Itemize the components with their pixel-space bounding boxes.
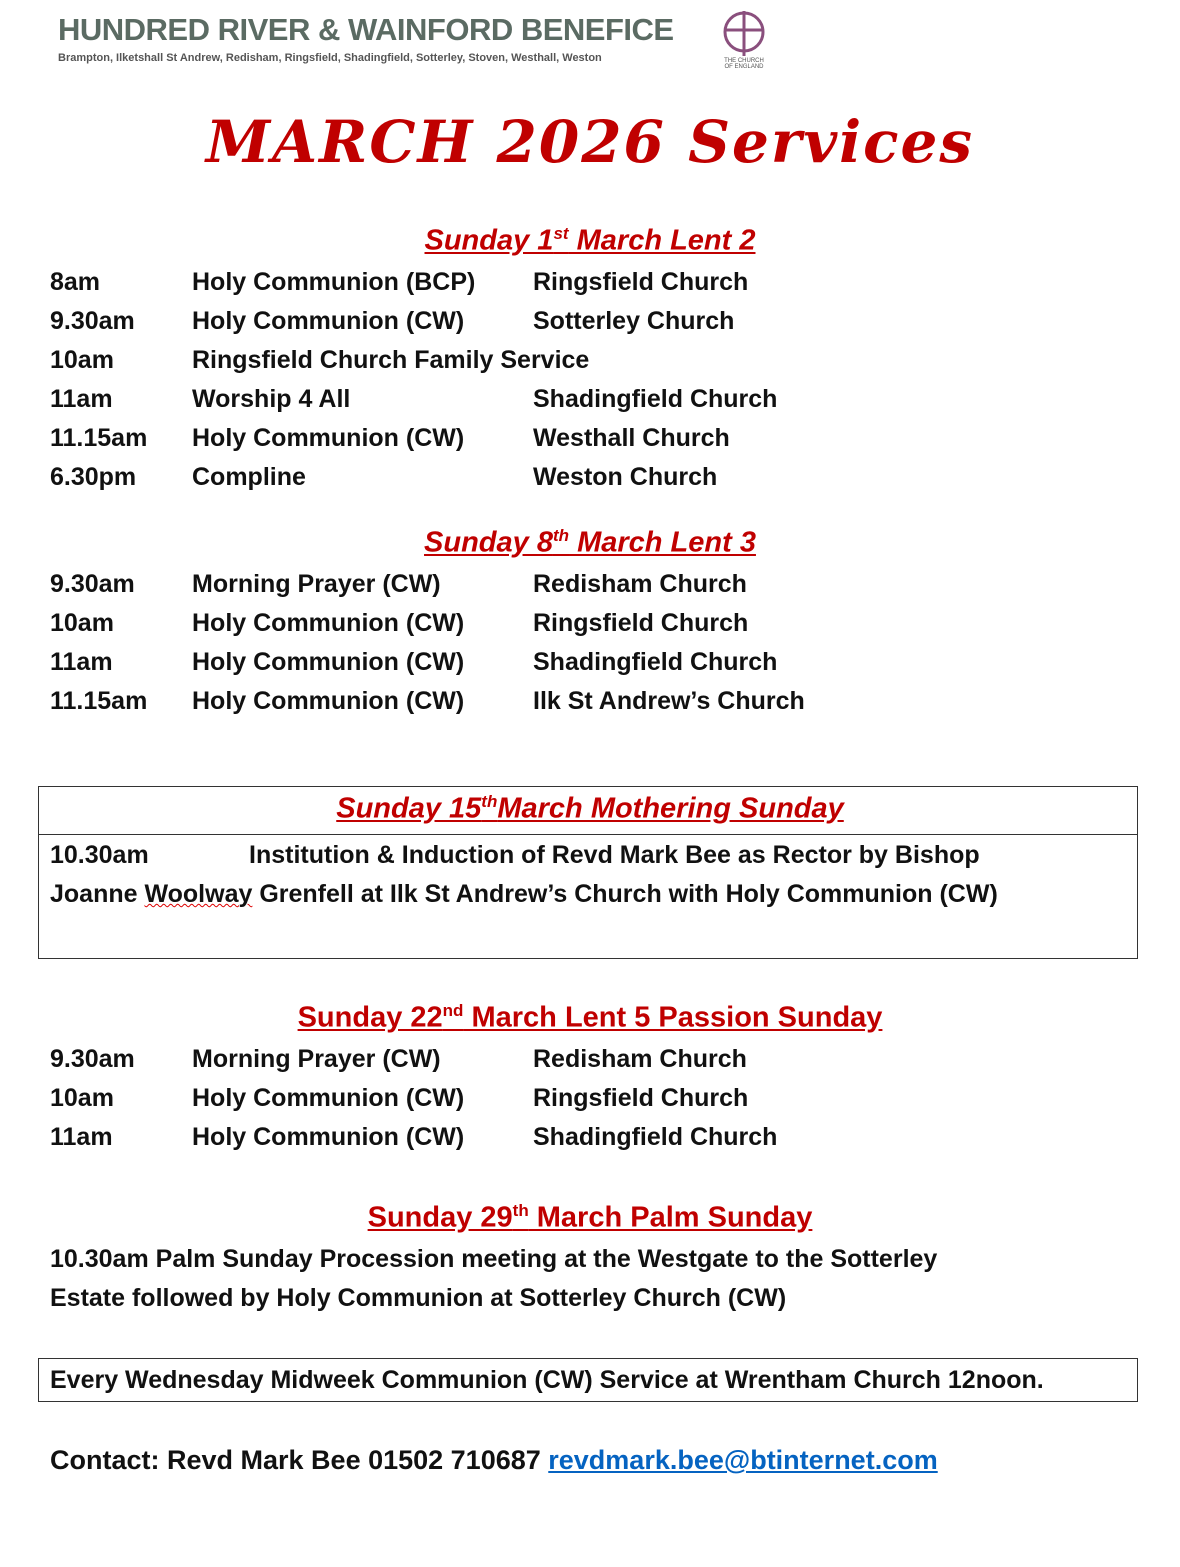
service-name: Holy Communion (BCP) (192, 268, 476, 296)
service-location: Westhall Church (533, 424, 730, 452)
service-time: 10.30am (50, 841, 149, 869)
heading-part: st (553, 224, 569, 243)
svg-text:OF ENGLAND: OF ENGLAND (724, 64, 764, 70)
text-part: Joanne (50, 880, 145, 908)
heading-part: th (552, 526, 570, 545)
service-name: Holy Communion (CW) (192, 1123, 465, 1151)
heading-part: nd (442, 1001, 464, 1020)
contact-line (50, 1445, 938, 1476)
heading-part: March Mothering Sunday (497, 792, 844, 825)
service-name: Ringsfield Church Family Service (192, 346, 590, 374)
service-name: Holy Communion (CW) (192, 609, 465, 637)
service-time: 11.15am (50, 687, 148, 715)
page-title: MARCH 2026 Services (205, 108, 975, 176)
service-time: 9.30am (50, 307, 135, 335)
service-name: Morning Prayer (CW) (192, 1045, 441, 1073)
service-time: 11am (50, 1123, 113, 1151)
benefice-name: HUNDRED RIVER & WAINFORD BENEFICE (58, 12, 674, 47)
service-name: Holy Communion (CW) (192, 1084, 465, 1112)
service-name: Holy Communion (CW) (192, 424, 465, 452)
service-location: Ringsfield Church (533, 268, 749, 296)
service-name: Morning Prayer (CW) (192, 570, 441, 598)
service-name: Compline (192, 463, 306, 491)
service-location: Redisham Church (533, 1045, 747, 1073)
service-time: 9.30am (50, 1045, 135, 1073)
heading-part: Sunday 22 (297, 1001, 443, 1034)
service-name: Holy Communion (CW) (192, 687, 465, 715)
service-location: Shadingfield Church (533, 385, 778, 413)
svg-text:THE CHURCH: THE CHURCH (724, 58, 764, 64)
text-part: Grenfell at Ilk St Andrew’s Church with Holy Communion (CW) (252, 880, 998, 908)
section-heading (0, 1001, 1180, 1035)
heading-part: Sunday 8 (424, 526, 553, 559)
section-heading (0, 224, 1180, 258)
heading-part: th (481, 792, 498, 811)
service-location: Shadingfield Church (533, 1123, 778, 1151)
service-location: Sotterley Church (533, 307, 735, 335)
section-heading (0, 526, 1180, 560)
service-time: 11am (50, 385, 113, 413)
service-description: 10.30am Palm Sunday Procession meeting at the Westgate to the Sotterley (50, 1245, 938, 1273)
service-time: 9.30am (50, 570, 135, 598)
section-heading (0, 1201, 1180, 1235)
service-name: Holy Communion (CW) (192, 648, 465, 676)
church-of-england-logo (718, 6, 770, 70)
service-name: Worship 4 All (192, 385, 351, 413)
service-time: 10am (50, 1084, 114, 1112)
heading-part: March Palm Sunday (528, 1201, 813, 1234)
service-time: 11am (50, 648, 113, 676)
heading-part: Sunday 15 (336, 792, 482, 825)
heading-part: Sunday 29 (367, 1201, 513, 1234)
heading-part: th (512, 1201, 529, 1220)
contact-text: Contact: Revd Mark Bee 01502 710687 (50, 1445, 549, 1475)
service-time: 8am (50, 268, 101, 296)
heading-part: Sunday 1 (424, 224, 554, 257)
email-link[interactable]: revdmark.bee@btinternet.com (548, 1445, 938, 1475)
wednesday-notice: Every Wednesday Midweek Communion (CW) Service at Wrentham Church 12noon. (50, 1366, 1044, 1394)
service-location: Redisham Church (533, 570, 747, 598)
text-part: Woolway (144, 880, 253, 908)
heading-part: March Lent 3 (569, 526, 756, 559)
service-time: 10am (50, 609, 114, 637)
service-description: Estate followed by Holy Communion at Sotterley Church (CW) (50, 1284, 787, 1312)
service-time: 11.15am (50, 424, 148, 452)
service-location: Shadingfield Church (533, 648, 778, 676)
service-location: Ringsfield Church (533, 1084, 749, 1112)
service-time: 6.30pm (50, 463, 137, 491)
cross-icon (718, 6, 770, 70)
heading-part: March Lent 5 Passion Sunday (463, 1001, 883, 1034)
service-description: Institution & Induction of Revd Mark Bee as Rector by Bishop (249, 841, 980, 869)
service-name: Holy Communion (CW) (192, 307, 465, 335)
service-location: Ringsfield Church (533, 609, 749, 637)
mothering-sunday-box (38, 786, 1138, 959)
service-location: Ilk St Andrew’s Church (533, 687, 805, 715)
service-location: Weston Church (533, 463, 718, 491)
heading-part: March Lent 2 (568, 224, 756, 257)
service-time: 10am (50, 346, 114, 374)
parish-list: Brampton, Ilketshall St Andrew, Redisham, Ringsfield, Shadingfield, Sotterley, Stoven, Westhall, Weston (58, 52, 602, 64)
